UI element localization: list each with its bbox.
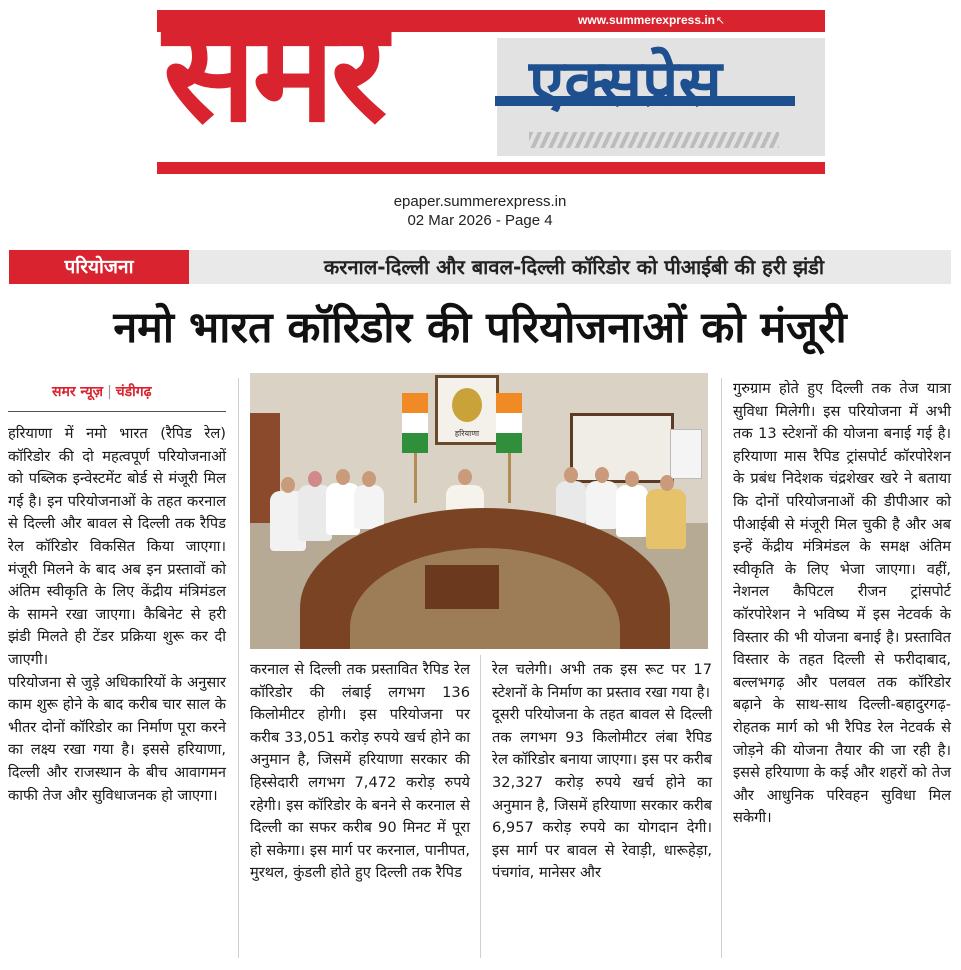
article-paragraph: दूसरी परियोजना के तहत बावल से दिल्ली तक लगभग 93 किलोमीटर लंबा रैपिड रेल कॉरिडोर बनाया जाएगा। इस पर करीब 32,327 करोड़ रुपये खर्च होने का अनुमान है, जिसमें हरियाणा सरकार करीब 6,957 करोड़ रुपये का योगदान देगी। इस मार्ग पर बावल से रेवाड़ी, धारूहेड़ा, पंचगांव, मानेसर और xyxy=(492,706,712,882)
person-head xyxy=(281,477,295,493)
byline-rule xyxy=(8,411,226,412)
article-paragraph: गुरुग्राम होते हुए दिल्ली तक तेज यात्रा सुविधा मिलेगी। इस परियोजना में अभी तक 13 स्टेशनों की योजना बनाई गई है। हरियाणा मास रैपिड ट्रांसपोर्ट कॉरपोरेशन के प्रबंध निदेशक चंद्रशेखर खरे ने बताया कि दोनों परियोजनाओं की डीपीआर को पीआईबी से मंजूरी मिल चुकी है और अब इन्हें केंद्रीय मंत्रिमंडल के समक्ष अंतिम स्वीकृति के लिए भेजा जाएगा। वहीं, नेशनल कैपिटल रीजन ट्रांसपोर्ट कॉरपोरेशन ने भविष्य में इस नेटवर्क के विस्तार की भी योजना बनाई है। प्रस्तावित विस्तार के तहत दिल्ली से फरीदाबाद, बल्लभगढ़ और पलवल तक कॉरिडोर बढ़ाने के साथ-साथ दिल्ली-बहादुरगढ़-रोहतक मार्ग को भी रैपिड रेल नेटवर्क से जोड़ने की योजना तैयार की जा रही है। इससे हरियाणा के कई और शहरों को तेज और आधुनिक परिवहन सुविधा मिल सकेगी। xyxy=(733,380,951,827)
flag-icon xyxy=(496,393,522,453)
article-column-4 xyxy=(733,378,951,830)
edition-date-page: 02 Mar 2026 - Page 4 xyxy=(407,212,553,229)
person-head xyxy=(625,471,639,487)
photo-window xyxy=(570,413,674,483)
byline-separator: | xyxy=(107,384,112,400)
headline: नमो भारत कॉरिडोर की परियोजनाओं को मंजूरी xyxy=(113,303,847,353)
masthead-stripes xyxy=(529,132,779,148)
column-divider xyxy=(721,378,722,958)
column-divider xyxy=(480,655,481,958)
byline-source: समर न्यूज़ xyxy=(52,384,104,400)
person-head xyxy=(595,467,609,483)
arrow-cursor-icon: ↖ xyxy=(715,14,725,27)
person-head xyxy=(336,469,350,485)
masthead-url[interactable]: www.summerexpress.in xyxy=(578,13,715,27)
column-divider xyxy=(238,378,239,958)
emblem-caption: हरियाणा xyxy=(454,429,480,438)
person-head xyxy=(362,471,376,487)
masthead-bottom-bar xyxy=(157,162,825,174)
person-figure xyxy=(586,481,618,529)
article-paragraph: हरियाणा में नमो भारत (रैपिड रेल) कॉरिडोर की दो महत्वपूर्ण परियोजनाओं को पब्लिक इन्वेस्टमेंट बोर्ड से मंजूरी मिल गई है। इन परियोजनाओं के तहत करनाल से दिल्ली और बावल से दिल्ली तक रैपिड रेल कॉरिडोर विकसित किया जाएगा। मंजूरी मिलने के बाद अब इन प्रस्तावों को अंतिम स्वीकृति के लिए केंद्रीय मंत्रिमंडल के सामने रखा जाएगा। कैबिनेट से हरी झंडी मिलते ही टेंडर प्रक्रिया शुरू कर दी जाएगी। xyxy=(8,425,226,668)
kicker-text: करनाल-दिल्ली और बावल-दिल्ली कॉरिडोर को पीआईबी की हरी झंडी xyxy=(323,255,825,279)
edition-site[interactable]: epaper.summerexpress.in xyxy=(393,193,567,210)
byline xyxy=(52,382,152,401)
logo-sub-text: एक्सप्रेस xyxy=(529,47,722,121)
person-head xyxy=(660,475,674,491)
article-paragraph: रेल चलेगी। अभी तक इस रूट पर 17 स्टेशनों के निर्माण का प्रस्ताव रखा गया है। xyxy=(492,661,712,701)
person-figure xyxy=(354,485,384,529)
person-head xyxy=(564,467,578,483)
kicker-bar xyxy=(9,250,951,284)
photo-air-conditioner xyxy=(670,429,702,479)
flag-icon xyxy=(402,393,428,453)
article-column-1 xyxy=(8,423,226,807)
table-center-box xyxy=(425,565,499,609)
edition-info xyxy=(300,192,660,230)
state-emblem-icon xyxy=(435,375,499,445)
byline-place: चंडीगढ़ xyxy=(115,384,152,400)
person-head xyxy=(458,469,472,485)
person-head xyxy=(308,471,322,487)
person-figure xyxy=(646,489,686,549)
article-column-3 xyxy=(492,659,712,885)
section-tag: परियोजना xyxy=(9,250,189,284)
article-paragraph: परियोजना से जुड़े अधिकारियों के अनुसार काम शुरू होने के बाद करीब चार साल के भीतर दोनों कॉरिडोर का निर्माण पूरा करने का लक्ष्य रखा गया है। इससे हरियाणा, दिल्ली और राजस्थान के बीच आवागमन काफी तेज और सुविधाजनक हो जाएगा। xyxy=(8,673,226,804)
meeting-photo xyxy=(250,373,708,649)
article-paragraph: करनाल से दिल्ली तक प्रस्तावित रैपिड रेल कॉरिडोर की लंबाई लगभग 136 किलोमीटर होगी। इस परियोजना पर करीब 33,051 करोड़ रुपये खर्च होने का अनुमान है, जिसमें हरियाणा सरकार की हिस्सेदारी लगभग 7,472 करोड़ रुपये रहेगी। इस कॉरिडोर के बनने से करनाल से दिल्ली का सफर करीब 90 मिनट में पूरा हो सकेगा। इस मार्ग पर करनाल, पानीपत, मुरथल, कुंडली होते हुए दिल्ली तक रैपिड xyxy=(250,661,470,882)
person-figure xyxy=(616,485,648,537)
masthead xyxy=(157,0,825,174)
logo-main-text: समर xyxy=(163,0,384,153)
article-column-2 xyxy=(250,659,470,885)
